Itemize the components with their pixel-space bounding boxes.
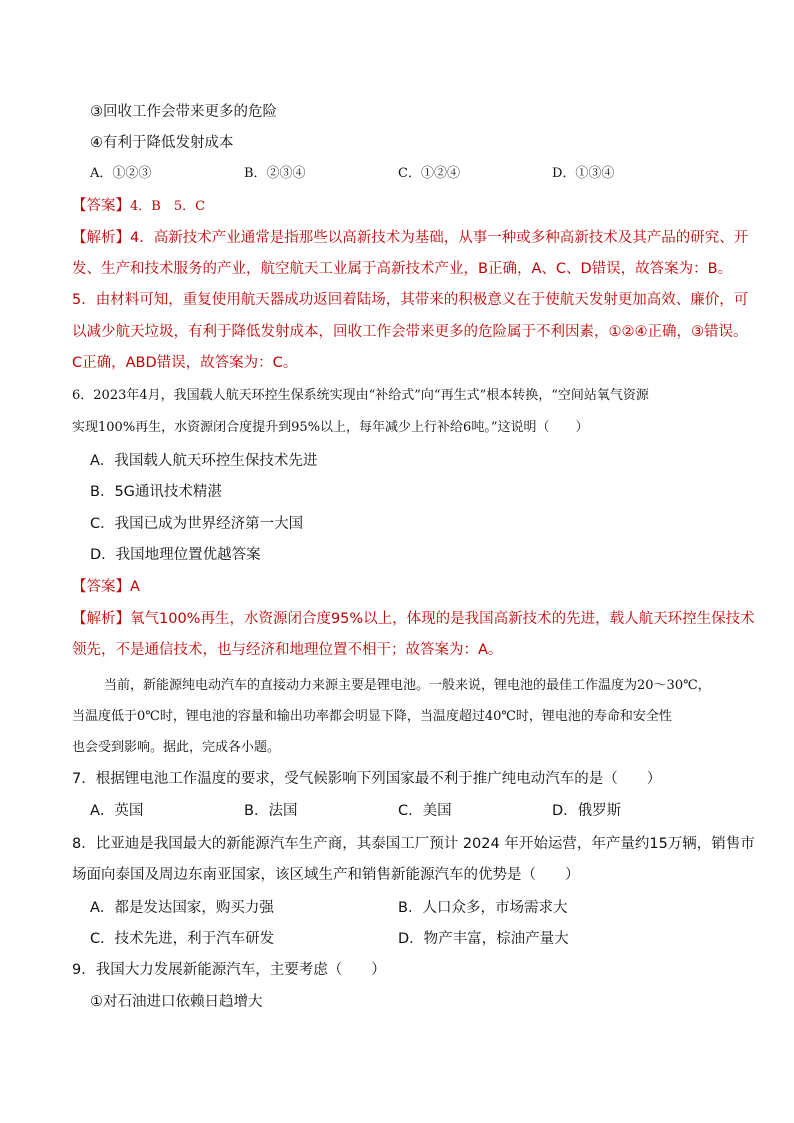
answer-label: 【答案】 [72, 579, 130, 595]
q8-option-b[interactable]: B．人口众多，市场需求大 [398, 900, 568, 916]
q8-option-c[interactable]: C．技术先进，利于汽车研发 [90, 931, 275, 947]
q6-option-a[interactable]: A．我国载人航天环控生保技术先进 [90, 453, 318, 469]
q8-option-d[interactable]: D．物产丰富，棕油产量大 [398, 931, 569, 947]
analysis-4-5-line-1 [72, 228, 748, 248]
q5-option-b[interactable]: B．②③④ [244, 166, 306, 181]
answer-text: 4．B 5．C [130, 199, 206, 214]
q6-option-b[interactable]: B．5G通讯技术精湛 [90, 484, 222, 500]
q7-option-c[interactable]: C．美国 [398, 803, 452, 819]
q7-stem: 7．根据锂电池工作温度的要求，受气候影响下列国家最不利于推广纯电动汽车的是（ ） [72, 771, 662, 787]
q5-option-a[interactable]: A．①②③ [90, 166, 152, 181]
analysis-label: 【解析】 [72, 611, 130, 627]
q5-statement-3: ③回收工作会带来更多的危险 [90, 104, 277, 120]
answer-label: 【答案】 [72, 198, 130, 214]
analysis-4-5-line-3: 5．由材料可知，重复使用航天器成功返回着陆场，其带来的积极意义在于使航天发射更加高效、廉价，可 [72, 292, 749, 308]
q6-option-c[interactable]: C．我国已成为世界经济第一大国 [90, 516, 304, 532]
analysis-4-5-line-4: 以减少航天垃圾，有利于降低发射成本，回收工作会带来更多的危险属于不利因素，①②④正确，③错误。 [72, 324, 748, 340]
q7-option-d[interactable]: D．俄罗斯 [552, 803, 622, 819]
q5-option-c[interactable]: C．①②④ [398, 166, 460, 181]
material-line-3: 也会受到影响。据此，完成各小题。 [72, 740, 281, 755]
q5-statement-4: ④有利于降低发射成本 [90, 135, 234, 151]
answer-text: A [130, 579, 140, 595]
material-line-1: 当前，新能源纯电动汽车的直接动力来源主要是锂电池。一般来说，锂电池的最佳工作温度为20～30℃， [104, 678, 711, 693]
q8-stem-line-2: 场面向泰国及周边东南亚国家，该区域生产和销售新能源汽车的优势是（ ） [72, 867, 580, 883]
material-line-2: 当温度低于0℃时，锂电池的容量和输出功率都会明显下降，当温度超过40℃时，锂电池的寿命和安全性 [72, 709, 672, 724]
analysis-6-line-1 [72, 609, 755, 629]
q6-stem-line-2: 实现100%再生，水资源闭合度提升到95%以上，每年减少上行补给6吨。”这说明（ ） [72, 420, 589, 435]
answer-4-5 [72, 196, 205, 217]
analysis-text: 4．高新技术产业通常是指那些以高新技术为基础，从事一种或多种高新技术及其产品的研究、开 [130, 230, 749, 246]
q7-option-b[interactable]: B．法国 [244, 803, 298, 819]
q5-option-d[interactable]: D．①③④ [552, 166, 615, 181]
q9-stem: 9．我国大力发展新能源汽车，主要考虑（ ） [72, 962, 386, 978]
analysis-text: 氧气100%再生，水资源闭合度95%以上，体现的是我国高新技术的先进，载人航天环控生保技术 [130, 611, 755, 627]
analysis-4-5-line-5: C正确，ABD错误，故答案为：C。 [72, 355, 298, 371]
analysis-6-line-2: 领先，不是通信技术，也与经济和地理位置不相干；故答案为：A。 [72, 642, 503, 658]
q8-option-a[interactable]: A．都是发达国家，购买力强 [90, 900, 274, 916]
q8-stem-line-1: 8．比亚迪是我国最大的新能源汽车生产商，其泰国工厂预计 2024 年开始运营，年产量约15万辆，销售市 [72, 836, 755, 852]
q6-option-d[interactable]: D．我国地理位置优越答案 [90, 547, 261, 563]
q9-statement-1: ①对石油进口依赖日趋增大 [90, 994, 263, 1010]
answer-6 [72, 577, 140, 597]
q6-stem-line-1: 6．2023年4月，我国载人航天环控生保系统实现由“补给式”向“再生式”根本转换，“空间站氧气资源 [72, 388, 649, 403]
analysis-4-5-line-2: 发、生产和技术服务的产业，航空航天工业属于高新技术产业，B正确，A、C、D错误，故答案为：B。 [72, 261, 733, 277]
q7-option-a[interactable]: A．英国 [90, 803, 144, 819]
analysis-label: 【解析】 [72, 230, 130, 246]
